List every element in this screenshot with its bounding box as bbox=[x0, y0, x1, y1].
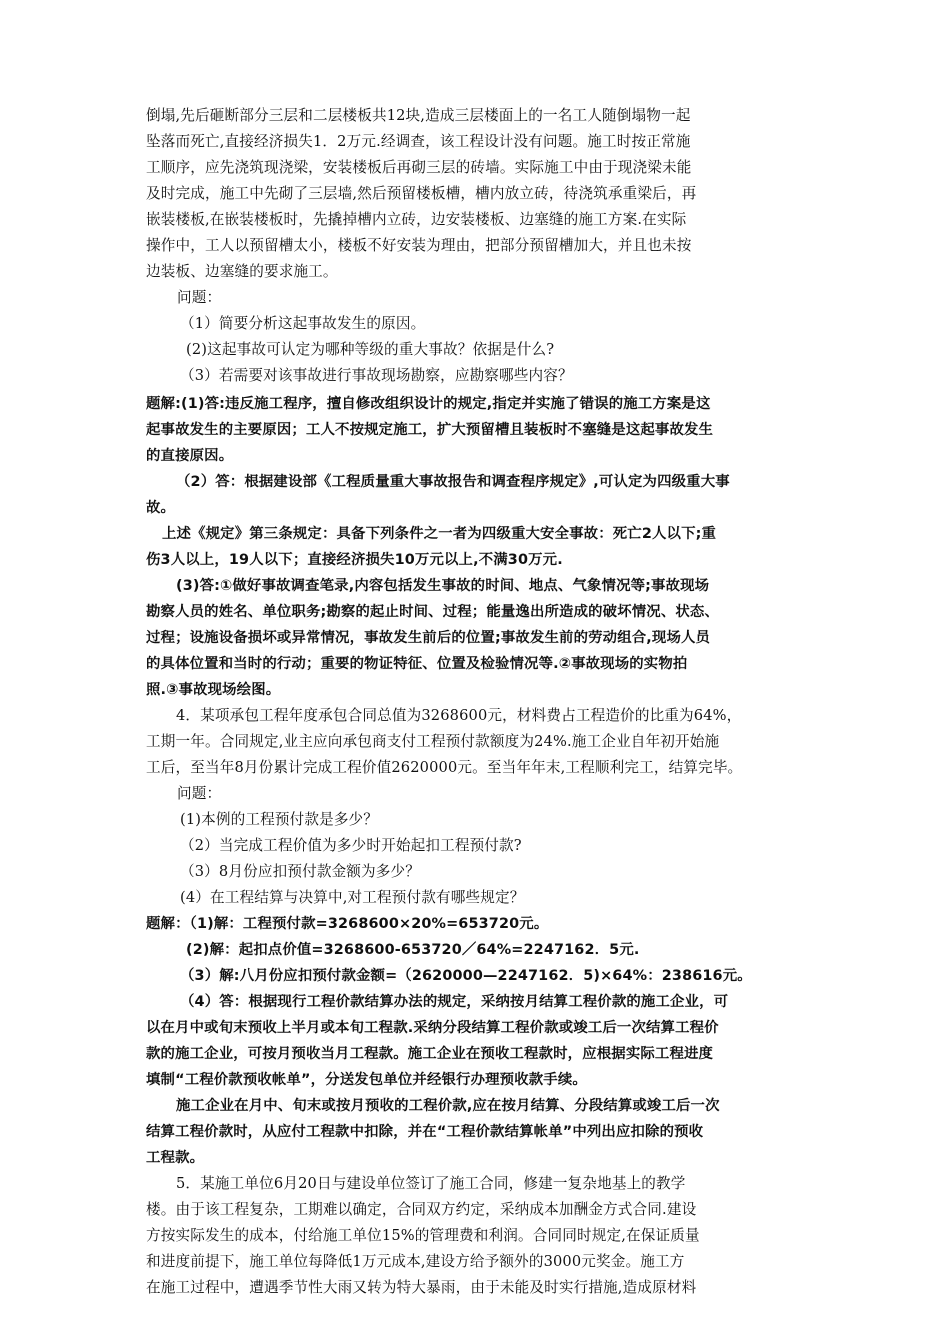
answer-line: 款的施工企业，可按月预收当月工程款。施工企业在预收工程款时，应根据实际工程进度 bbox=[146, 1046, 714, 1062]
answer-line: 起事故发生的主要原因；工人不按规定施工，扩大预留槽且装板时不塞缝是这起事故发生 bbox=[146, 422, 714, 438]
answer-line: 结算工程价款时，从应付工程款中扣除，并在“工程价款结算帐单”中列出应扣除的预收 bbox=[146, 1124, 704, 1140]
answer-line: 勘察人员的姓名、单位职务;勘察的起止时间、过程；能量逸出所造成的破坏情况、状态、 bbox=[146, 604, 719, 620]
text-line: 嵌装楼板,在嵌装楼板时，先撬掉槽内立砖，边安装楼板、边塞缝的施工方案.在实际 bbox=[146, 211, 687, 228]
question-item: （3）若需要对该事故进行事故现场勘察，应勘察哪些内容？ bbox=[180, 367, 573, 384]
question-item: （2）当完成工程价值为多少时开始起扣工程预付款? bbox=[180, 837, 522, 854]
answer-line: 施工企业在月中、旬末或按月预收的工程价款,应在按月结算、分段结算或竣工后一次 bbox=[176, 1098, 720, 1114]
answer-line: 工程款。 bbox=[146, 1150, 205, 1166]
answer-line: 伤3人以上，19人以下；直接经济损失10万元以上,不满30万元. bbox=[146, 552, 563, 568]
text-line: 5．某施工单位6月20日与建设单位签订了施工合同，修建一复杂地基上的教学 bbox=[176, 1175, 686, 1192]
question-heading: 问题： bbox=[177, 289, 222, 306]
answer-line: （3）解:八月份应扣预付款金额=（2620000—2247162．5)×64%：238616元。 bbox=[180, 968, 752, 984]
answer-line: 故。 bbox=[146, 500, 176, 516]
answer-line: 的具体位置和当时的行动；重要的物证特征、位置及检验情况等.②事故现场的实物拍 bbox=[146, 656, 688, 672]
question-item: (4）在工程结算与决算中,对工程预付款有哪些规定？ bbox=[180, 889, 525, 906]
text-line: 4．某项承包工程年度承包合同总值为3268600元，材料费占工程造价的比重为64%， bbox=[176, 707, 742, 724]
answer-line: （2）答：根据建设部《工程质量重大事故报告和调查程序规定》,可认定为四级重大事 bbox=[176, 474, 730, 490]
text-line: 边装板、边塞缝的要求施工。 bbox=[146, 263, 338, 280]
answer-line: 填制“工程价款预收帐单”，分送发包单位并经银行办理预收款手续。 bbox=[146, 1072, 587, 1088]
text-line: 倒塌,先后砸断部分三层和二层楼板共12块,造成三层楼面上的一名工人随倒塌物一起 bbox=[146, 107, 691, 124]
text-line: 工后，至当年8月份累计完成工程价值2620000元。至当年年末,工程顺利完工，结算完毕。 bbox=[146, 759, 743, 776]
question-heading: 问题： bbox=[177, 785, 222, 802]
answer-line: 上述《规定》第三条规定：具备下列条件之一者为四级重大安全事故：死亡2人以下;重 bbox=[162, 526, 717, 542]
text-line: 楼。由于该工程复杂，工期难以确定，合同双方约定，采纳成本加酬金方式合同.建设 bbox=[146, 1201, 697, 1218]
text-line: 及时完成，施工中先砌了三层墙,然后预留楼板槽，槽内放立砖，待浇筑承重梁后，再 bbox=[146, 185, 697, 202]
answer-line: (3)答:①做好事故调查笔录,内容包括发生事故的时间、地点、气象情况等;事故现场 bbox=[176, 578, 710, 594]
text-line: 工期一年。合同规定,业主应向承包商支付工程预付款额度为24%.施工企业自年初开始施 bbox=[146, 733, 720, 750]
question-item: （1）简要分析这起事故发生的原因。 bbox=[180, 315, 426, 332]
answer-line: (2)解：起扣点价值=3268600-653720／64%=2247162．5元. bbox=[186, 942, 640, 958]
answer-line: 题解：（1)解：工程预付款=3268600×20%=653720元。 bbox=[146, 916, 549, 932]
text-line: 坠落而死亡,直接经济损失1．2万元.经调查，该工程设计没有问题。施工时按正常施 bbox=[146, 133, 691, 150]
text-line: 工顺序，应先浇筑现浇梁，安装楼板后再砌三层的砖墙。实际施工中由于现浇梁未能 bbox=[146, 159, 692, 176]
answer-line: 照.③事故现场绘图。 bbox=[146, 682, 281, 698]
text-line: 在施工过程中，遭遇季节性大雨又转为特大暴雨，由于未能及时实行措施,造成原材料 bbox=[146, 1279, 697, 1296]
question-item: (1)本例的工程预付款是多少？ bbox=[180, 811, 379, 828]
text-line: 和进度前提下，施工单位每降低1万元成本,建设方给予额外的3000元奖金。施工方 bbox=[146, 1253, 685, 1270]
question-item: （3）8月份应扣预付款金额为多少？ bbox=[180, 863, 421, 880]
answer-line: 过程；设施设备损坏或异常情况，事故发生前后的位置;事故发生前的劳动组合,现场人员 bbox=[146, 630, 711, 646]
question-item: (2)这起事故可认定为哪种等级的重大事故？依据是什么? bbox=[186, 341, 555, 358]
answer-line: （4）答：根据现行工程价款结算办法的规定，采纳按月结算工程价款的施工企业，可 bbox=[180, 994, 729, 1010]
answer-line: 以在月中或旬末预收上半月或本旬工程款.采纳分段结算工程价款或竣工后一次结算工程价 bbox=[146, 1020, 719, 1036]
answer-line: 的直接原因。 bbox=[146, 448, 234, 464]
answer-line: 题解:(1)答:违反施工程序，擅自修改组织设计的规定,指定并实施了错误的施工方案是这 bbox=[146, 396, 711, 412]
text-line: 操作中，工人以预留槽太小，楼板不好安装为理由，把部分预留槽加大，并且也未按 bbox=[146, 237, 692, 254]
text-line: 方按实际发生的成本，付给施工单位15%的管理费和利润。合同同时规定,在保证质量 bbox=[146, 1227, 700, 1244]
